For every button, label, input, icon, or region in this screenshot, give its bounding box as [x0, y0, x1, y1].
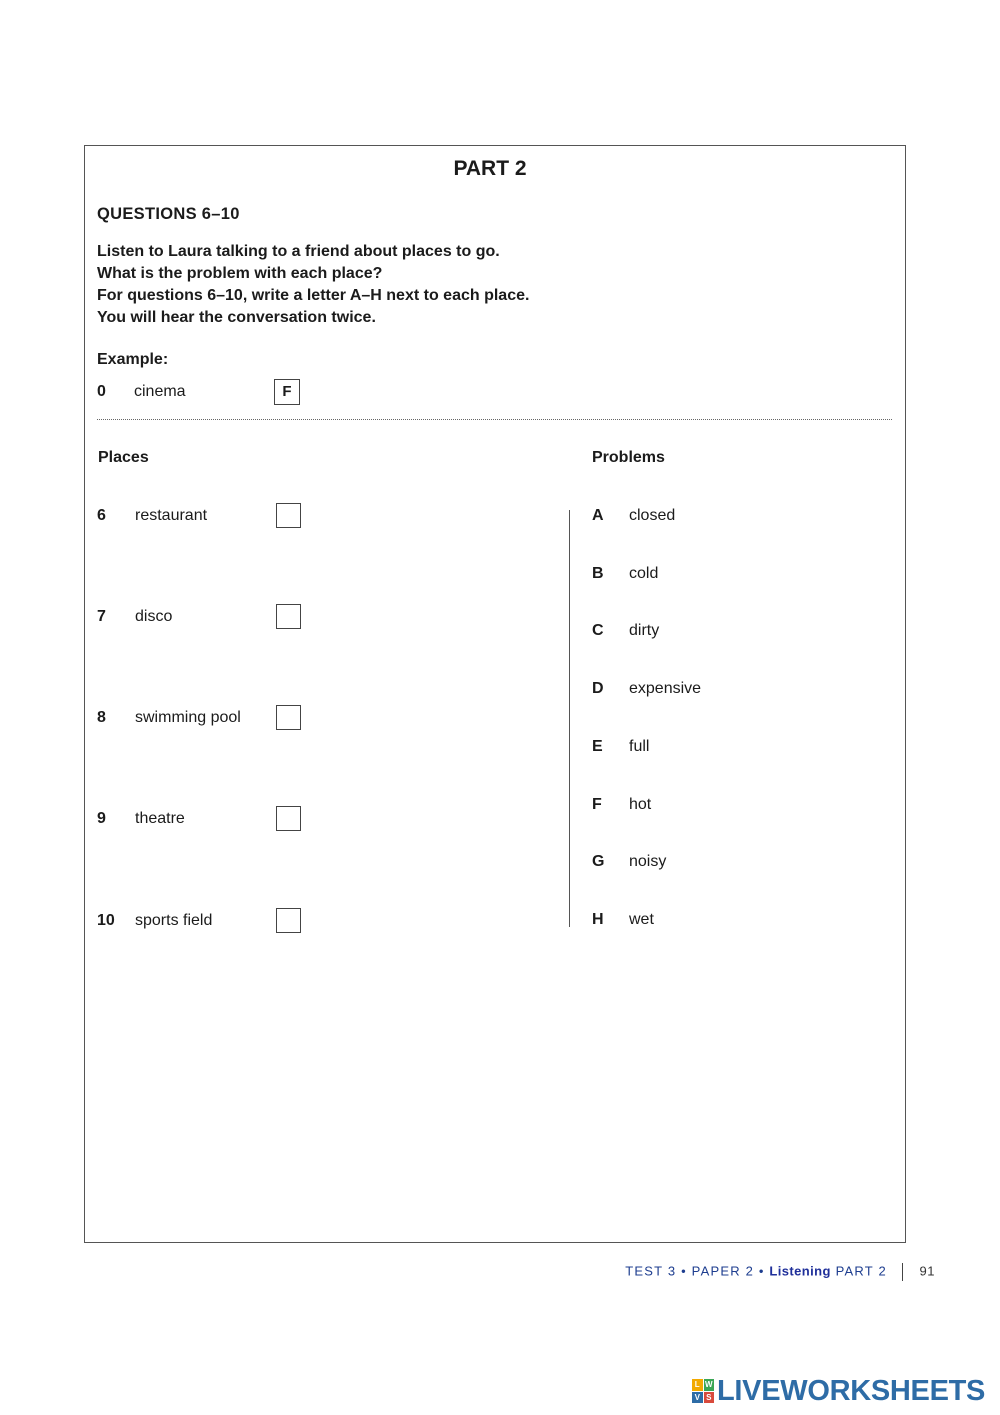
page-number: 91: [919, 1263, 935, 1279]
problem-letter: A: [592, 507, 604, 524]
problem-letter: C: [592, 622, 604, 639]
footer-section: Listening: [769, 1263, 831, 1279]
instruction-line: What is the problem with each place?: [97, 265, 383, 282]
place-number: 8: [97, 709, 106, 726]
example-number: 0: [97, 383, 106, 400]
page-footer: [625, 1263, 935, 1281]
liveworksheets-brand: [692, 1374, 985, 1408]
problem-letter: E: [592, 738, 603, 755]
place-name: theatre: [135, 810, 185, 827]
logo-tile: V: [692, 1392, 703, 1404]
footer-bullet: •: [758, 1263, 765, 1279]
instruction-line: For questions 6–10, write a letter A–H next to each place.: [97, 287, 530, 304]
problem-text: noisy: [629, 853, 667, 870]
problem-letter: G: [592, 853, 605, 870]
place-name: restaurant: [135, 507, 208, 524]
place-number: 6: [97, 507, 106, 524]
answer-box-7[interactable]: [276, 604, 301, 629]
problem-letter: D: [592, 680, 604, 697]
problems-heading: Problems: [592, 449, 665, 466]
place-name: disco: [135, 608, 173, 625]
answer-box-10[interactable]: [276, 908, 301, 933]
brand-logo-icon: [692, 1379, 714, 1403]
footer-paper: PAPER 2: [691, 1263, 755, 1279]
place-number: 9: [97, 810, 106, 827]
answer-box-6[interactable]: [276, 503, 301, 528]
place-name: swimming pool: [135, 709, 241, 726]
example-answer-box: F: [274, 379, 300, 405]
brand-name: LIVEWORKSHEETS: [717, 1374, 986, 1407]
problem-text: dirty: [629, 622, 660, 639]
problem-text: expensive: [629, 680, 702, 697]
problem-text: closed: [629, 507, 676, 524]
places-heading: Places: [98, 449, 149, 466]
footer-separator: [902, 1263, 903, 1281]
instruction-line: You will hear the conversation twice.: [97, 309, 376, 326]
problem-letter: H: [592, 911, 604, 928]
footer-test: TEST 3: [625, 1263, 677, 1279]
problem-text: cold: [629, 565, 659, 582]
logo-tile: W: [704, 1380, 713, 1389]
problem-letter: B: [592, 565, 604, 582]
logo-tile: L: [692, 1379, 703, 1391]
problem-text: full: [629, 738, 650, 755]
dotted-divider: [97, 419, 892, 420]
problem-text: hot: [629, 796, 652, 813]
answer-box-8[interactable]: [276, 705, 301, 730]
footer-part: PART 2: [835, 1263, 887, 1279]
problem-text: wet: [629, 911, 654, 928]
instructions: [97, 241, 529, 329]
example-place: cinema: [134, 383, 186, 400]
place-number: 7: [97, 608, 106, 625]
answer-box-9[interactable]: [276, 806, 301, 831]
problem-letter: F: [592, 796, 602, 813]
instruction-line: Listen to Laura talking to a friend about places to go.: [97, 243, 500, 260]
questions-heading: QUESTIONS 6–10: [97, 205, 240, 223]
place-number: 10: [97, 912, 115, 929]
logo-tile: S: [704, 1392, 715, 1404]
place-name: sports field: [135, 912, 213, 929]
column-divider: [569, 510, 570, 927]
example-label: Example:: [97, 351, 169, 368]
part-title: PART 2: [453, 157, 527, 180]
footer-bullet: •: [681, 1263, 687, 1279]
